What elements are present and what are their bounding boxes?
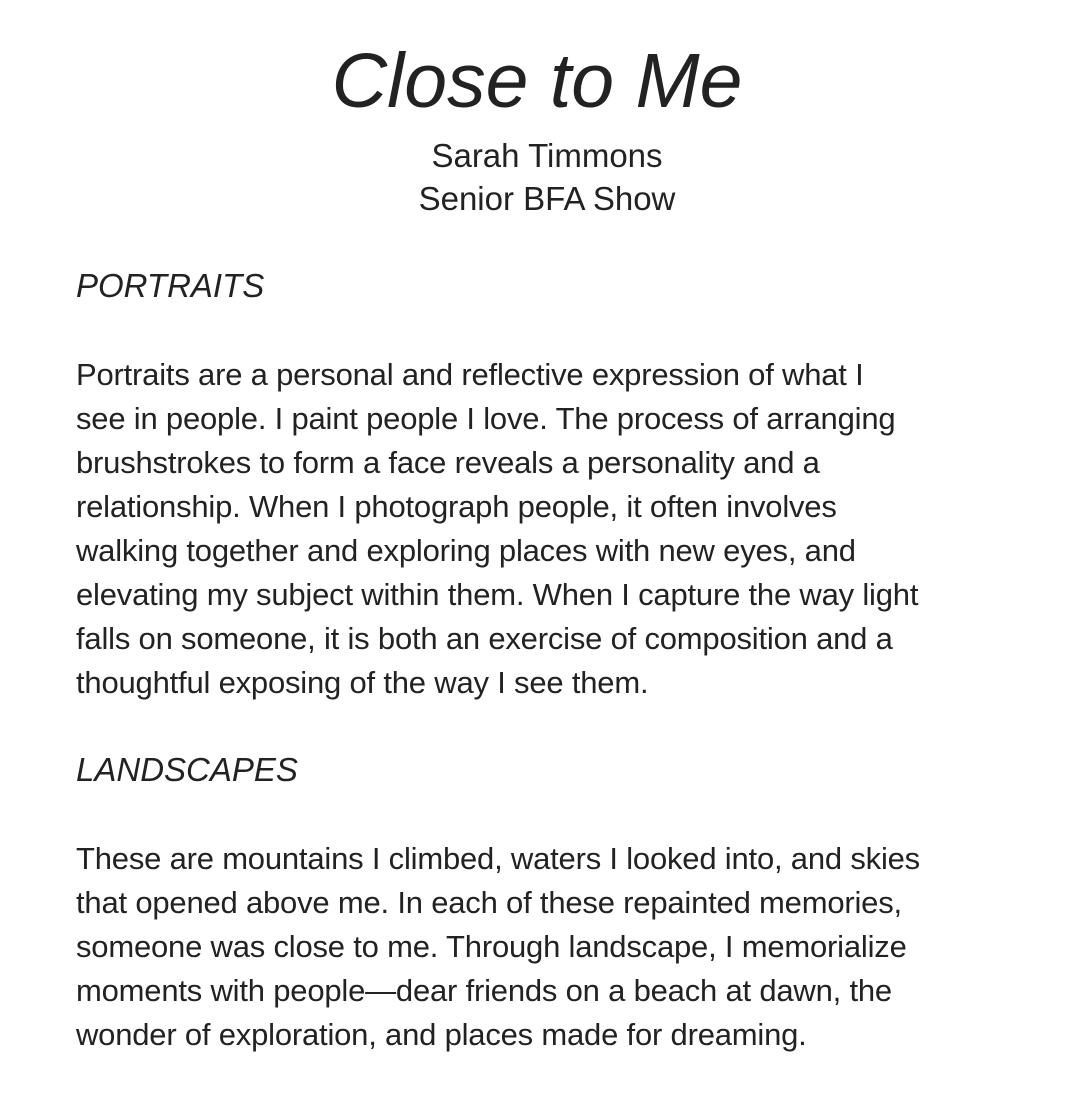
show-name: Senior BFA Show (418, 180, 676, 217)
document-title: Close to Me (331, 38, 743, 124)
section-text-landscapes: These are mountains I climbed, waters I looked into, and skies that opened above me. In each of these repainted memories, someone was close to me. Through landscape, I memorialize moments with people—dear friends on a beach at dawn, the wonder of exploration, and places made for dreaming. (76, 841, 920, 1052)
section-text-portraits: Portraits are a personal and reflective expression of what I see in people. I paint people I love. The process of arranging brushstrokes to form a face reveals a personality and a relationship. When I photograph people, it often involves walking together and exploring places with new eyes, and elevating my subject within them. When I capture the way light falls on someone, it is both an exercise of composition and a thoughtful exposing of the way I see them. (76, 357, 919, 700)
artist-name: Sarah Timmons (431, 137, 663, 174)
section-heading-landscapes: LANDSCAPES (76, 751, 298, 788)
section-heading-portraits: PORTRAITS (76, 267, 265, 304)
